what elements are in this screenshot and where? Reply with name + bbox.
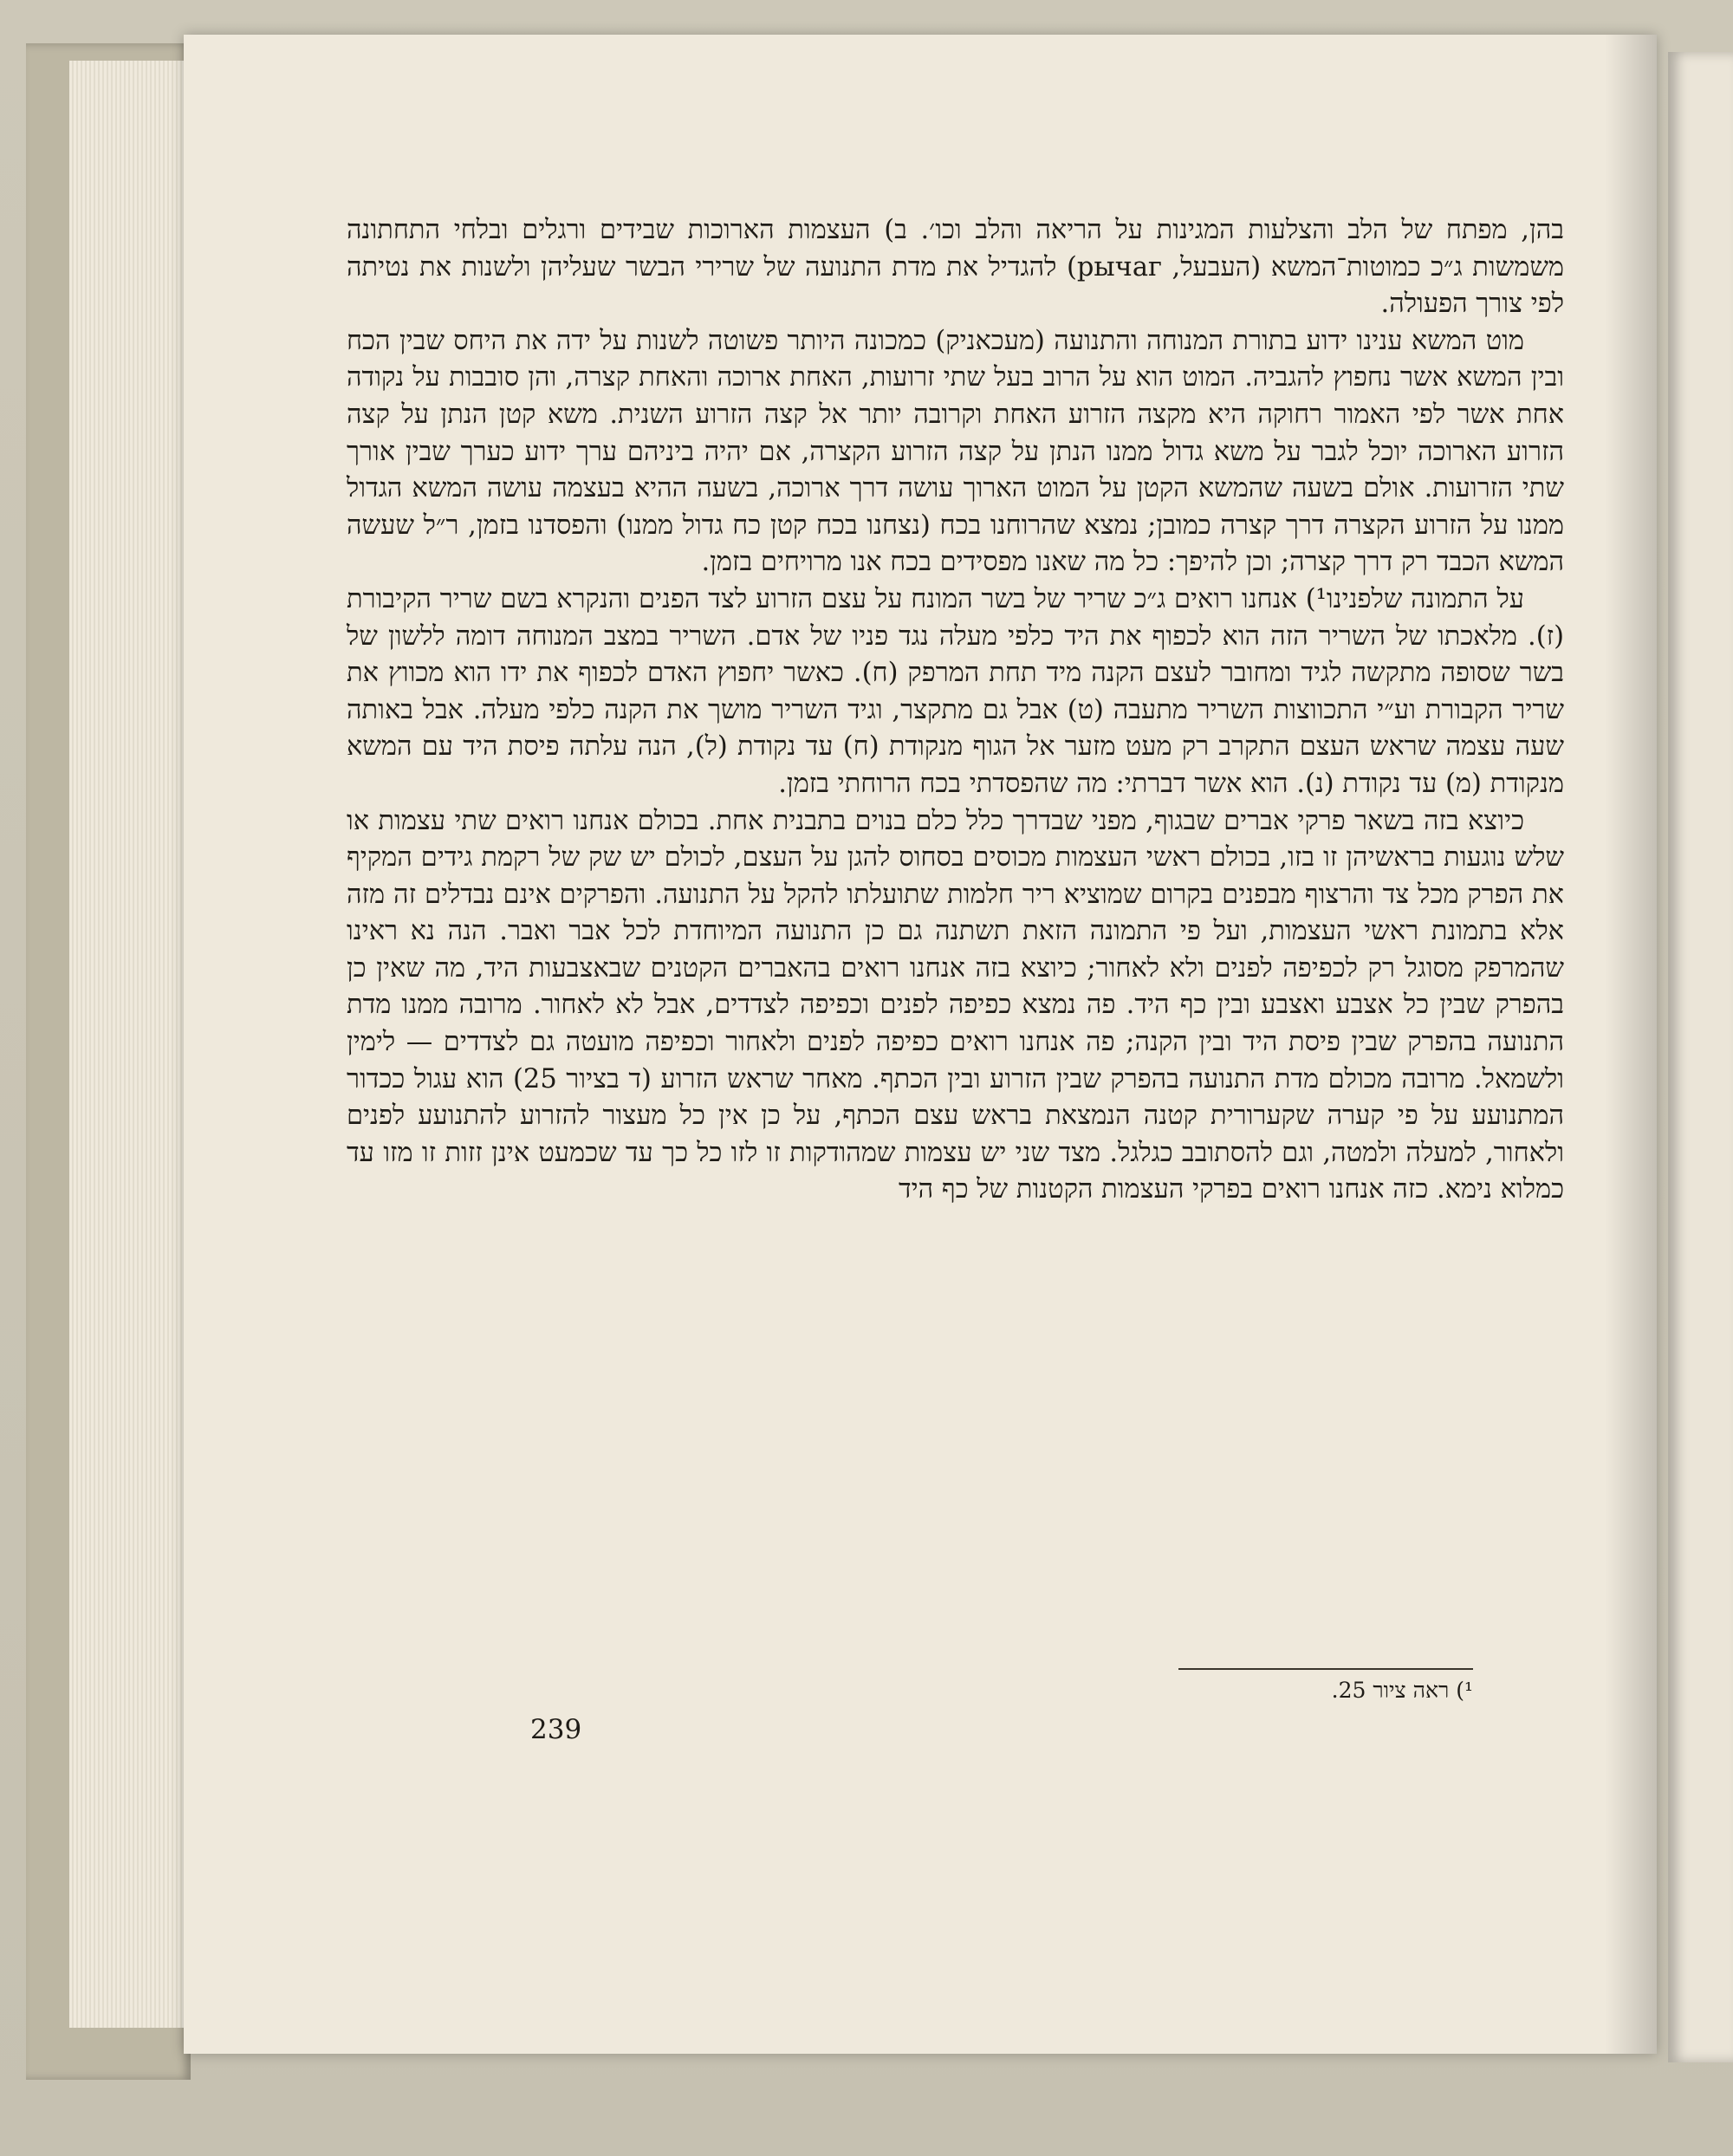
footnote: ¹) ראה ציור 25. <box>1331 1678 1473 1703</box>
paragraph-2: מוט המשא ענינו ידוע בתורת המנוחה והתנועה (מעכאניק) כמכונה היותר פשוטה לשנות על ידה את היחס שבין הכח ובין המשא אשר נחפוץ להגביה. המוט הוא על הרוב בעל שתי זרועות, האחת ארוכה והאחת קצרה, והן סובבות על נקודה אחת אשר לפי האמור רחוקה היא מקצה הזרוע האחת וקרובה יותר אל קצה הזרוע השנית. משא קטן הנתן על קצה הזרוע הארוכה יוכל לגבר על משא גדול ממנו הנתן על קצה הזרוע הקצרה, אם יהיה ביניהם ערך ידוע כערך שבין אורך שתי הזרועות. אולם בשעה שהמשא הקטן על המוט הארוך עושה דרך ארוכה, בשעה ההיא בעצמה עושה המשא הגדול ממנו על הזרוע הקצרה דרך קצרה כמובן; נמצא שהרוחנו בכח (נצחנו בכח קטן כח גדול ממנו) והפסדנו בזמן, ר״ל שעשה המשא הכבד רק דרך קצרה; וכן להיפך: כל מה שאנו מפסידים בכח אנו מרויחים בזמן. <box>347 325 1564 578</box>
paragraph-3: על התמונה שלפנינו¹) אנחנו רואים ג״כ שריר של בשר המונח על עצם הזרוע לצד הפנים והנקרא בשם שריר הקיבורת (ז). מלאכתו של השריר הזה הוא לכפוף את היד כלפי מעלה נגד פניו של אדם. השריר במצב המנוחה דומה ללשון של בשר שסופה מתקשה לגיד ומחובר לעצם הקנה מיד תחת המרפק (ח). כאשר יחפוץ האדם לכפוף את ידו הוא מכווץ את שריר הקבורת וע״י התכווצות השריר מתעבה (ט) אבל גם מתקצר, וגיד השריר מושך את הקנה כלפי מעלה. אבל באותה שעה עצמה שראש העצם התקרב רק מעט מזער אל הגוף מנקודת (ח) עד נקודת (ל), הנה עלתה פיסת היד עם המשא מנקודת (מ) עד נקודת (נ). הוא אשר דברתי: מה שהפסדתי בכח הרוחתי בזמן. <box>347 583 1564 799</box>
page-edges <box>69 61 191 2028</box>
facing-page-edge <box>1668 52 1733 2062</box>
page-body <box>347 212 1564 1209</box>
footnote-rule <box>1178 1668 1473 1670</box>
paragraph-4: כיוצא בזה בשאר פרקי אברים שבגוף, מפני שבדרך כלל כלם בנוים בתבנית אחת. בכולם אנחנו רואים שתי עצמות או שלש נוגעות בראשיהן זו בזו, בכולם ראשי העצמות מכוסים בסחוס להגן על העצם, לכולם יש שק של רקמת גידים המקיף את הפרק מכל צד והרצוף מבפנים בקרום שמוציא ריר חלמות שתועלתו להקל על התנועה. והפרקים אינם נבדלים זה מזה אלא בתמונת ראשי העצמות, ועל פי התמונה הזאת תשתנה גם כן התנועה המיוחדת לכל אבר ואבר. הנה נא ראינו שהמרפק מסוגל רק לכפיפה לפנים ולא לאחור; כיוצא בזה אנחנו רואים בהאברים הקטנים שבאצבעות היד, מה שאין כן בהפרק שבין כל אצבע ואצבע ובין כף היד. פה נמצא כפיפה לפנים וכפיפה לצדדים, אבל לא לאחור. מרובה ממנו מדת התנועה בהפרק שבין פיסת היד ובין הקנה; פה אנחנו רואים כפיפה לפנים ולאחור וכפיפה מועטה גם לצדדים — לימין ולשמאל. מרובה מכולם מדת התנועה בהפרק שבין הזרוע ובין הכתף. מאחר שראש הזרוע (ד בציור 25) הוא עגול ככדור המתנועע על פי קערה שקערורית קטנה הנמצאת בראש עצם הכתף, על כן אין כל מעצור להזרוע להתנועע לפנים ולאחור, למעלה ולמטה, וגם להסתובב כגלגל. מצד שני יש עצמות שמהודקות זו לזו כל כך עד שכמעט אינן זזות זו מזו עד כמלוא נימא. כזה אנחנו רואים בפרקי העצמות הקטנות של כף היד <box>347 805 1564 1205</box>
gutter-shadow <box>1605 35 1657 2054</box>
page-number: 239 <box>530 1714 582 1745</box>
paragraph-1: בהן, מפתח של הלב והצלעות המגינות על הריאה והלב וכו׳. ב) העצמות הארוכות שבידים ורגלים ובלחי התחתונה משמשות ג״כ כמוטות־המשא (העבעל, рычаг) להגדיל את מדת התנועה של שרירי הבשר שעליהן ולשנות את נטיתה לפי צורך הפעולה. <box>347 215 1564 320</box>
